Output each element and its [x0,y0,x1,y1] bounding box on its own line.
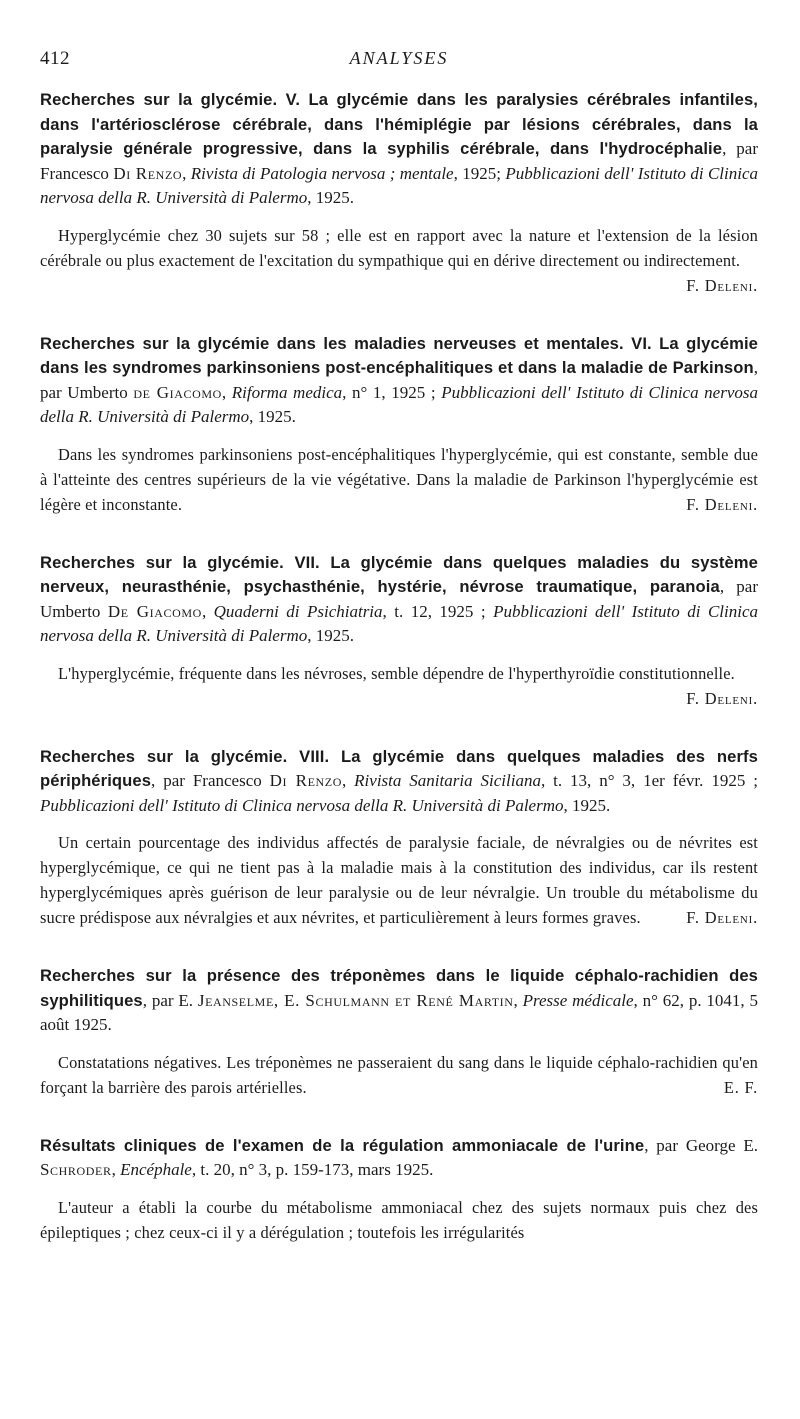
publication-year: 1925. [315,626,354,645]
journal-detail: n° 62, p. 1041, 5 août 1925. [40,990,759,1034]
publication-year: 1925. [257,407,296,426]
byline: par Francesco [40,139,759,183]
publication-series: Pubblicazioni dell' Istituto di Clinica nervosa della R. Università di Palermo [40,601,758,645]
byline: par E. [151,990,198,1010]
journal-detail: n° 1, 1925 [352,382,426,402]
article-title: Recherches sur la glycémie. VII. La glycémie dans quelques maladies du système nerveux, neurasthénie, psychasthénie, hystérie, névrose traumatique, paranoia [40,552,758,596]
article-heading: Recherches sur la glycémie. V. La glycémie dans les paralysies cérébrales infantiles, dans l'artériosclérose cérébrale, dans l'hémiplégie par lésions cérébrales, dans la paralysie générale progressive, dans la syphilis cérébrale, dans l'hydrocéphalie, par Francesco Di Renzo, Rivista di Patologia nervosa ; mentale, 1925; Pubblicazioni dell' Istituto di Clinica nervosa della R. Università di Palermo, 1925. [40,90,759,207]
publication-year: 1925. [572,795,611,815]
journal-name: Quaderni di Psichiatria [213,601,383,621]
reviewer-signature: F. Deleni. [686,688,758,708]
article-glycemie-vii [40,551,758,711]
journal-detail: 1925 [462,163,497,183]
author-name: Di Renzo [269,771,342,790]
article-list [40,88,758,1245]
author-name: Jeanselme, E. Schulmann et René Martin [197,990,514,1010]
article-glycemie-v [40,88,758,298]
article-summary [40,1195,758,1245]
author-name: Schroder [40,1160,112,1179]
article-title: Recherches sur la glycémie. V. La glycémie dans les paralysies cérébrales infantiles, dans l'artériosclérose cérébrale, dans l'hémiplégie par lésions cérébrales, dans la paralysie générale progressive, dans la syphilis cérébrale, dans l'hydrocéphalie [40,90,758,158]
journal-name: Encéphale [120,1160,192,1179]
author-name: De Giacomo [107,601,202,621]
journal-detail: t. 20, n° 3, p. 159-173, mars 1925. [200,1160,434,1179]
article-heading: Recherches sur la glycémie. VIII. La glycémie dans quelques maladies des nerfs périphériques, par Francesco Di Renzo, Rivista Sanitaria Siciliana, t. 13, n° 3, 1er févr. 1925 ; Pubblicazioni dell' Istituto di Clinica nervosa della R. Università di Palermo, 1925. [40,746,758,815]
summary-text: Un certain pourcentage des individus affectés de paralysie faciale, de névralgies ou de névrites est hyperglycémique, ce qui ne tient pas à la maladie mais à la constitution des individus, car ils restent hyperglycémiques après guérison de leur paralysie ou de leur névralgie. Un trouble du métabolisme du sucre prédispose aux névralgies et aux névrites, et particulièrement à leurs formes graves. [40,833,758,927]
summary-text: Constatations négatives. Les tréponèmes ne passeraient du sang dans le liquide céphalo-rachidien qu'en forçant la barrière des parois artérielles. [40,1052,758,1097]
journal-name: Rivista Sanitaria Siciliana [354,771,541,790]
journal-detail: t. 12, 1925 [394,601,474,621]
journal-name: Rivista di Patologia nervosa ; mentale [190,163,454,183]
article-title: Recherches sur la présence des tréponèmes dans le liquide céphalo-rachidien des syphilitiques [40,966,758,1010]
article-glycemie-vi [40,332,758,517]
summary-text: Hyperglycémie chez 30 sujets sur 58 ; elle est en rapport avec la nature et l'extension de la lésion cérébrale ou plus exactement de l'excitation du sympathique qui en dérive directement ou indirectement. [40,225,758,270]
author-name: Di Renzo [113,163,183,183]
article-heading: Résultats cliniques de l'examen de la régulation ammoniacale de l'urine, par George E. Schroder, Encéphale, t. 20, n° 3, p. 159-173, mars 1925. [40,1135,759,1179]
article-title: Recherches sur la glycémie dans les maladies nerveuses et mentales. VI. La glycémie dans les syndromes parkinsoniens post-encéphalitiques et dans la maladie de Parkinson [40,333,758,377]
summary-text: L'hyperglycémie, fréquente dans les névroses, semble dépendre de l'hyperthyroïdie constitutionnelle. [58,663,735,683]
running-title: ANALYSES [349,48,449,68]
journal-detail: t. 13, n° 3, 1er févr. 1925 [553,771,746,790]
article-treponemes [40,964,758,1100]
article-summary [40,223,758,295]
publication-series: Pubblicazioni dell' Istituto di Clinica nervosa della R. Università di Palermo [40,795,564,815]
reviewer-signature: F. Deleni. [686,275,758,295]
journal-name: Riforma medica [231,382,343,402]
article-summary [40,442,758,517]
reviewer-signature: E. F. [723,1077,758,1097]
publication-series: Pubblicazioni dell' Istituto di Clinica nervosa della R. Università di Palermo [40,163,759,207]
byline: par George E. [656,1135,759,1155]
reviewer-signature: F. Deleni. [686,494,758,514]
article-summary [40,1050,758,1100]
article-regulation-ammoniacale [40,1134,758,1245]
article-heading: Recherches sur la présence des tréponèmes dans le liquide céphalo-rachidien des syphilitiques, par E. Jeanselme, E. Schulmann et René Martin, Presse médicale, n° 62, p. 1041, 5 août 1925. [40,966,759,1034]
article-summary [40,830,758,930]
article-heading: Recherches sur la glycémie. VII. La glycémie dans quelques maladies du système nerveux, neurasthénie, psychasthénie, hystérie, névrose traumatique, paranoia, par Umberto De Giacomo, Quaderni di Psichiatria, t. 12, 1925 ; Pubblicazioni dell' Istituto di Clinica nervosa della R. Università di Palermo, 1925. [40,552,758,645]
page-number: 412 [40,48,70,69]
byline: par Francesco [163,771,270,790]
reviewer-signature: F. Deleni. [686,908,758,927]
article-summary [40,661,758,708]
summary-text: Dans les syndromes parkinsoniens post-encéphalitiques l'hyperglycémie, qui est constante, semble due à l'atteinte des centres supérieurs de la vie végétative. Dans la maladie de Parkinson l'hyperglycémie est légère et inconstante. [40,444,758,514]
byline: par Umberto [40,577,758,621]
article-title: Résultats cliniques de l'examen de la régulation ammoniacale de l'urine [40,1135,645,1155]
byline: par Umberto [40,382,134,402]
summary-text: L'auteur a établi la courbe du métabolisme ammoniacal chez des sujets normaux puis chez des épileptiques ; chez ceux-ci il y a dérégulation ; toutefois les irrégularités [40,1197,758,1242]
journal-name: Presse médicale [522,990,634,1010]
running-head [40,48,758,78]
author-name: de Giacomo [133,382,222,402]
publication-series: Pubblicazioni dell' Istituto di Clinica nervosa della R. Università di Palermo [40,382,759,426]
article-glycemie-viii [40,745,758,931]
publication-year: 1925. [315,188,354,207]
article-heading: Recherches sur la glycémie dans les maladies nerveuses et mentales. VI. La glycémie dans les syndromes parkinsoniens post-encéphalitiques et dans la maladie de Parkinson, par Umberto de Giacomo, Riforma medica, n° 1, 1925 ; Pubblicazioni dell' Istituto di Clinica nervosa della R. Università di Palermo, 1925. [40,333,759,426]
article-title: Recherches sur la glycémie. VIII. La glycémie dans quelques maladies des nerfs périphériques [40,746,758,790]
